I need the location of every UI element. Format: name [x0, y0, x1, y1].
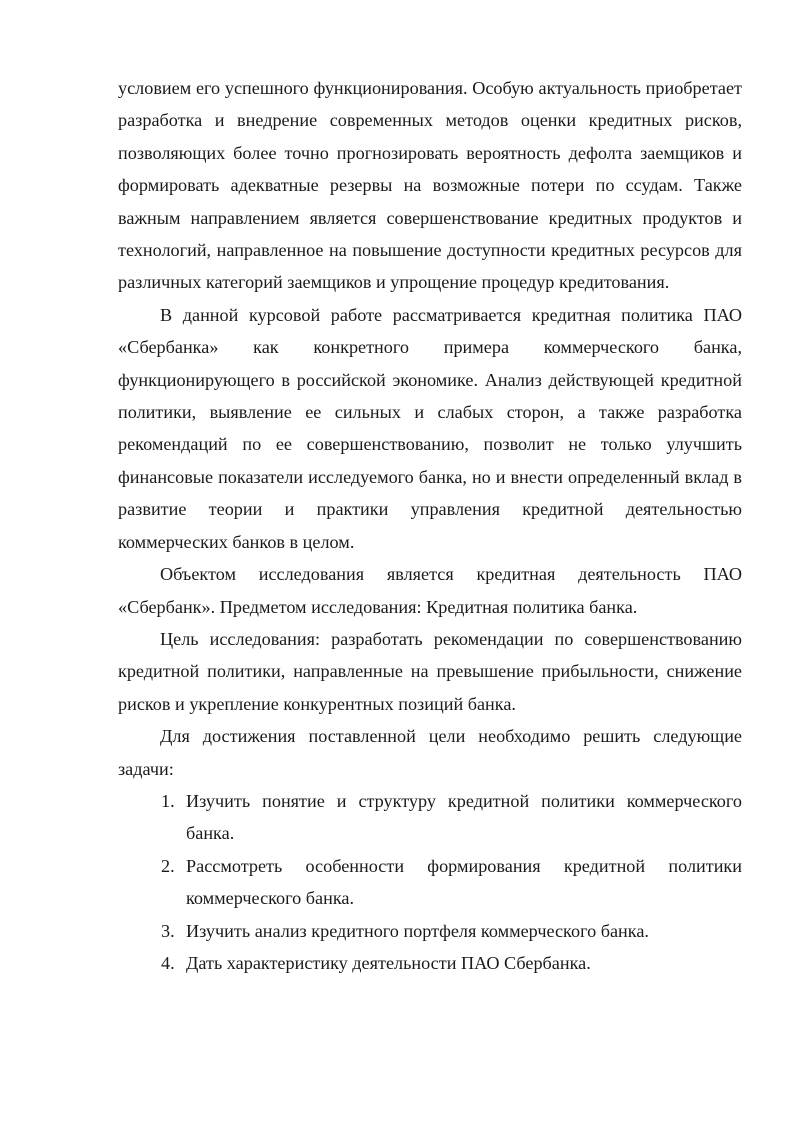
- list-item-number: 1.: [161, 790, 175, 811]
- document-page: [118, 72, 742, 979]
- task-list: [118, 785, 742, 979]
- paragraph-course-work: В данной курсовой работе рассматривается кредитная политика ПАО «Сбербанка» как конкретного примера коммерческого банка, функционирующего в российской экономике. Анализ действующей кредитной политики, выявление ее сильных и слабых сторон, а также разработка рекомендаций по ее совершенствованию, позволит не только улучшить финансовые показатели исследуемого банка, но и внести определенный вклад в развитие теории и практики управления кредитной деятельностью коммерческих банков в целом.: [118, 304, 742, 552]
- paragraph-research-object: Объектом исследования является кредитная деятельность ПАО «Сбербанк». Предметом исследования: Кредитная политика банка.: [118, 564, 742, 617]
- list-item-text: Дать характеристику деятельности ПАО Сбербанка.: [186, 952, 591, 973]
- list-item: [118, 850, 742, 915]
- list-item-number: 3.: [161, 920, 175, 941]
- list-item: [118, 947, 742, 979]
- paragraph-tasks-intro: Для достижения поставленной цели необходимо решить следующие задачи:: [118, 726, 742, 779]
- paragraph-intro-continuation: условием его успешного функционирования. Особую актуальность приобретает разработка и внедрение современных методов оценки кредитных рисков, позволяющих более точно прогнозировать вероятность дефолта заемщиков и формировать адекватные резервы на возможные потери по ссудам. Также важным направлением является совершенствование кредитных продуктов и технологий, направленное на повышение доступности кредитных ресурсов для различных категорий заемщиков и упрощение процедур кредитования.: [118, 78, 742, 293]
- list-item-text: Изучить понятие и структуру кредитной политики коммерческого банка.: [186, 790, 742, 844]
- list-item-number: 4.: [161, 952, 175, 973]
- paragraph-research-goal: Цель исследования: разработать рекомендации по совершенствованию кредитной политики, направленные на превышение прибыльности, снижение рисков и укрепление конкурентных позиций банка.: [118, 628, 742, 714]
- list-item: [118, 785, 742, 850]
- list-item-text: Изучить анализ кредитного портфеля коммерческого банка.: [186, 920, 649, 941]
- list-item-number: 2.: [161, 855, 175, 876]
- list-item-text: Рассмотреть особенности формирования кредитной политики коммерческого банка.: [186, 855, 742, 909]
- list-item: [118, 915, 742, 947]
